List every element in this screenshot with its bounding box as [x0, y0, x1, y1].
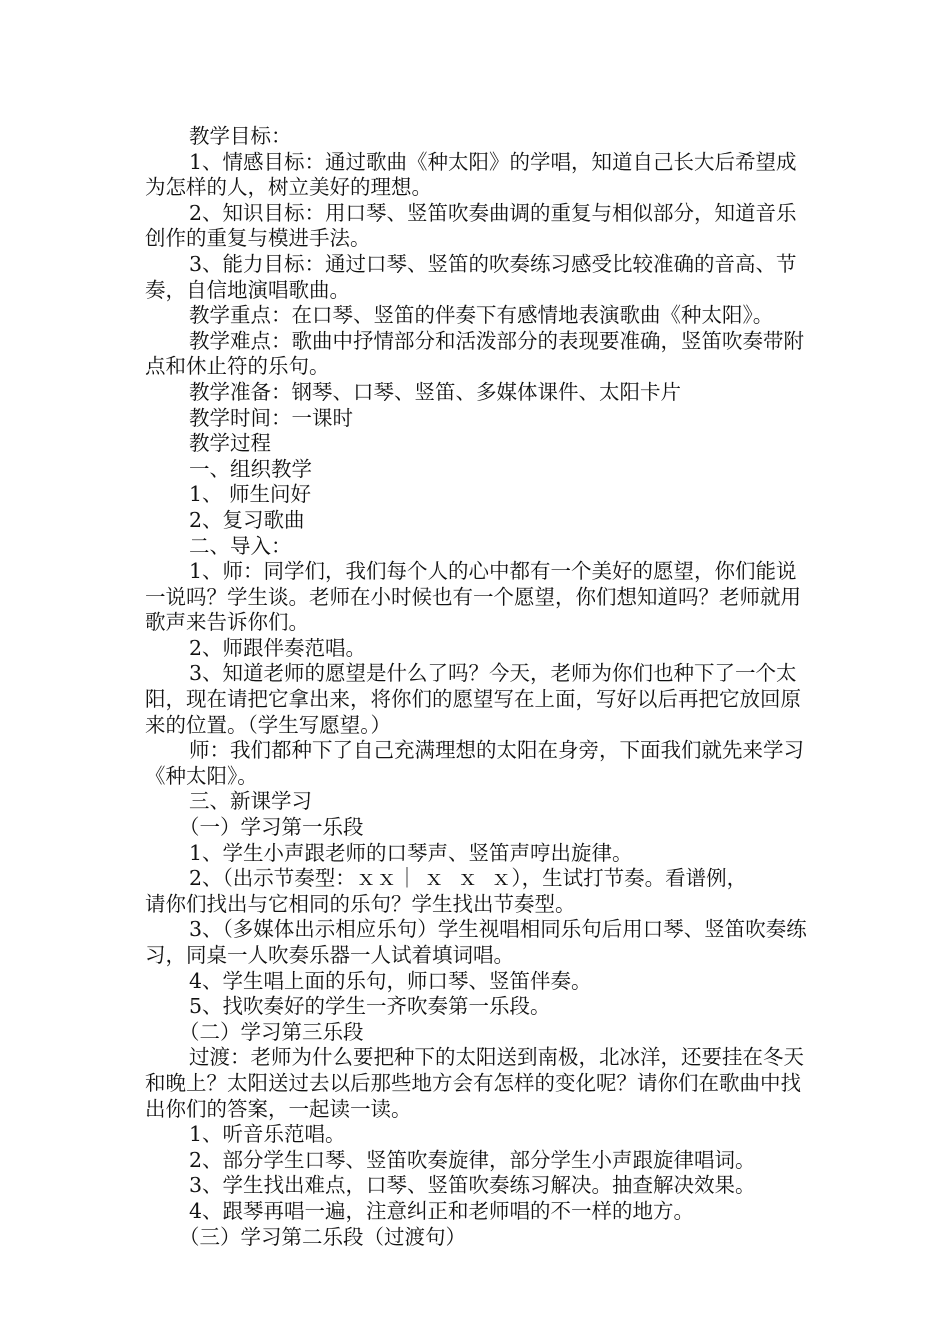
paragraph-key-point: 教学重点：在口琴、竖笛的伴奏下有感情地表演歌曲《种太阳》。	[189, 303, 774, 328]
paragraph-teacher-line: 师：我们都种下了自己充满理想的太阳在身旁，下面我们就先来学习《种太阳》。	[145, 738, 804, 788]
list-item: 1、学生小声跟老师的口琴声、竖笛声哼出旋律。	[189, 840, 633, 865]
subsection-heading-part-three: （二）学习第三乐段	[179, 1019, 364, 1044]
list-item: 3、知道老师的愿望是什么了吗？今天，老师为你们也种下了一个太阳，现在请把它拿出来，将你们的愿望写在上面，写好以后再把它放回原来的位置。（学生写愿望。）	[145, 661, 801, 737]
list-item: 2、部分学生口琴、竖笛吹奏旋律，部分学生小声跟旋律唱词。	[189, 1147, 756, 1172]
subsection-heading-part-two: （三）学习第二乐段（过渡句）	[179, 1224, 466, 1249]
list-item: 4、跟琴再唱一遍，注意纠正和老师唱的不一样的地方。	[189, 1198, 695, 1223]
list-item: 1、师：同学们，我们每个人的心中都有一个美好的愿望，你们能说一说吗？学生谈。老师在小时候也有一个愿望，你们想知道吗？老师就用歌声来告诉你们。	[145, 559, 801, 635]
paragraph-difficulty: 教学难点：歌曲中抒情部分和活泼部分的表现要准确，竖笛吹奏带附点和休止符的乐句。	[145, 328, 804, 379]
list-item: 2、复习歌曲	[189, 507, 305, 532]
list-item: 2、师跟伴奏范唱。	[189, 635, 367, 660]
document-body	[145, 124, 810, 1250]
paragraph-objective-knowledge: 2、知识目标：用口琴、竖笛吹奏曲调的重复与相似部分，知道音乐创作的重复与模进手法。	[145, 200, 797, 251]
list-item: 1、 师生问好	[189, 482, 312, 507]
list-item: 1、听音乐范唱。	[189, 1122, 346, 1147]
paragraph-objective-emotion: 1、情感目标：通过歌曲《种太阳》的学唱，知道自己长大后希望成为怎样的人，树立美好的理想。	[145, 149, 797, 200]
section-heading-intro: 二、导入：	[189, 533, 292, 558]
subsection-heading-part-one: （一）学习第一乐段	[179, 815, 364, 840]
list-item: 5、找吹奏好的学生一齐吹奏第一乐段。	[189, 994, 551, 1019]
list-item: 3、（多媒体出示相应乐句）学生视唱相同乐句后用口琴、竖笛吹奏练习，同桌一人吹奏乐器一人试着填词唱。	[145, 917, 807, 967]
paragraph-transition: 过渡：老师为什么要把种下的太阳送到南极，北冰洋，还要挂在冬天和晚上？太阳送过去以后那些地方会有怎样的变化呢？请你们在歌曲中找出你们的答案，一起读一读。	[145, 1045, 804, 1121]
paragraph-objective-ability: 3、能力目标：通过口琴、竖笛的吹奏练习感受比较准确的音高、节奏，自信地演唱歌曲。	[145, 251, 797, 302]
section-heading-new-lesson: 三、新课学习	[189, 789, 312, 814]
list-item: 4、学生唱上面的乐句，师口琴、竖笛伴奏。	[189, 968, 592, 993]
list-item: 3、学生找出难点，口琴、竖笛吹奏练习解决。抽查解决效果。	[189, 1173, 756, 1198]
section-heading-organize: 一、组织教学	[189, 456, 312, 481]
list-item-continuation: 请你们找出与它相同的乐句？学生找出节奏型。	[145, 891, 576, 916]
paragraph-time: 教学时间：一课时	[189, 405, 353, 430]
list-item: 2、（出示节奏型：ｘｘ｜ ｘ ｘ ｘ），生试打节奏。看谱例，	[189, 866, 748, 891]
paragraph-process-heading: 教学过程	[189, 431, 271, 456]
paragraph-objectives-heading: 教学目标：	[189, 124, 292, 148]
paragraph-preparation: 教学准备：钢琴、口琴、竖笛、多媒体课件、太阳卡片	[189, 379, 681, 404]
